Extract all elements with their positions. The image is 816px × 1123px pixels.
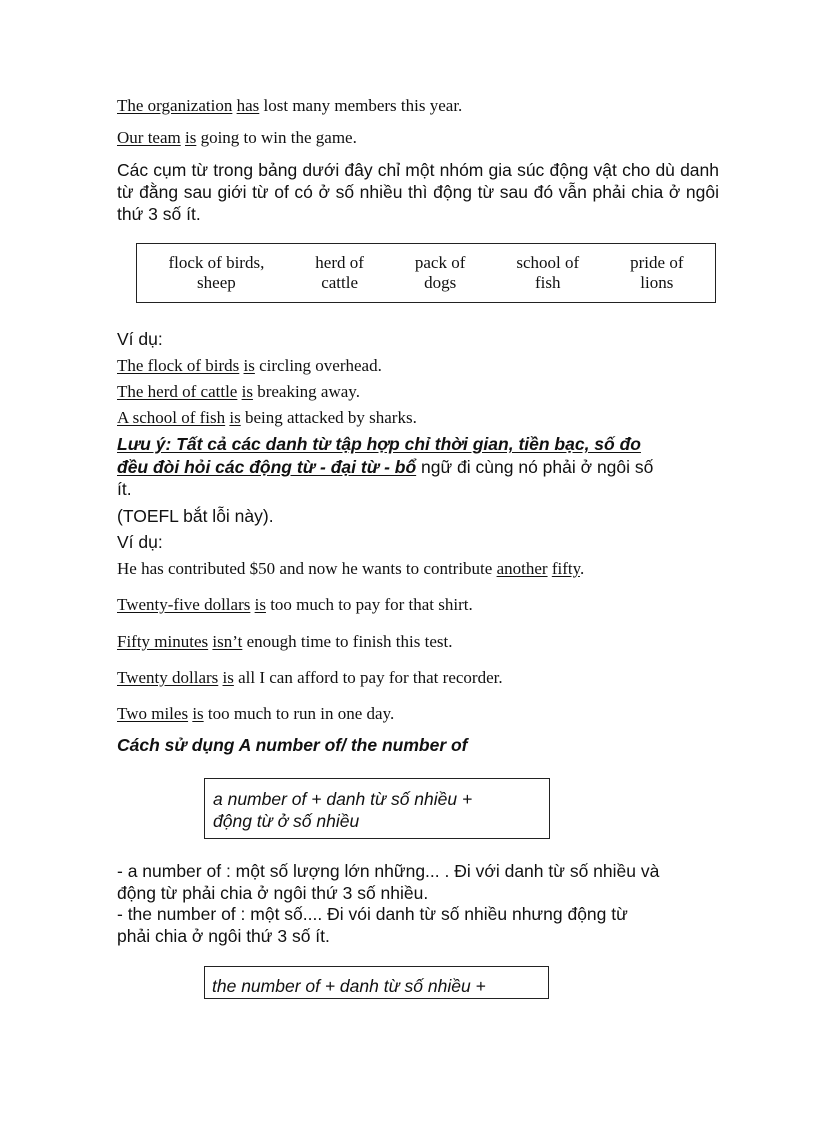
verb: is [243, 356, 255, 375]
table-cell: school of fish [516, 253, 580, 292]
subject: Twenty dollars [117, 668, 219, 687]
subject: Two miles [117, 704, 189, 723]
formula-box-1 [204, 778, 550, 839]
note-line-2 [117, 457, 653, 478]
money-example-1 [117, 595, 473, 615]
sentence-text: He has contributed $50 and now he wants to contribute [117, 559, 497, 578]
subject: Fifty minutes [117, 632, 209, 651]
sentence-rest: enough time to finish this test. [242, 632, 453, 651]
example-label: Ví dụ: [117, 329, 163, 349]
sentence-rest: too much to pay for that shirt. [265, 595, 473, 614]
note-text: ngữ đi cùng nó phải ở ngôi số [416, 457, 654, 477]
formula-line: động từ ở số nhiều [213, 811, 360, 831]
intro-example-1 [117, 96, 462, 116]
group-example-1 [117, 356, 382, 376]
group-paragraph: Các cụm từ trong bảng dưới đây chỉ một nhóm gia súc động vật cho dù danh từ đằng sau giới từ of có ở số nhiều thì động từ sau đó vẫn phải chia ở ngôi thứ 3 số ít. [117, 160, 719, 224]
subject: The organization [117, 96, 233, 115]
section-heading: Cách sử dụng A number of/ the number of [117, 735, 468, 755]
verb: is [192, 704, 204, 723]
subject: The herd of cattle [117, 382, 238, 401]
note-line-3: ít. [117, 479, 132, 499]
verb: is [241, 382, 253, 401]
group-table [136, 243, 716, 303]
table-cell: flock of birds, sheep [168, 253, 265, 292]
money-example-first [117, 559, 584, 579]
table-cell: pack of dogs [414, 253, 466, 292]
table-cell: herd of cattle [315, 253, 364, 292]
sentence-rest: breaking away. [252, 382, 360, 401]
sentence-rest: going to win the game. [196, 128, 357, 147]
subject: A school of fish [117, 408, 226, 427]
formula-line: a number of + danh từ số nhiều + [213, 789, 473, 809]
group-example-2 [117, 382, 360, 402]
money-example-2 [117, 632, 452, 652]
note-bold: Lưu ý: Tất cả các danh từ tập hợp chỉ thời gian, tiền bạc, số đo [117, 434, 641, 454]
group-example-3 [117, 408, 417, 428]
sentence-rest: too much to run in one day. [203, 704, 395, 723]
verb: is [184, 128, 197, 147]
note-line-1 [117, 434, 641, 455]
note-line-4: (TOEFL bắt lỗi này). [117, 506, 274, 526]
subject: Our team [117, 128, 181, 147]
subject: Twenty-five dollars [117, 595, 251, 614]
explain-line-3: - the number of : một số.... Đi vói danh từ số nhiều nhưng động từ [117, 904, 628, 924]
formula-box-2 [204, 966, 549, 999]
sentence-text: . [579, 559, 585, 578]
underlined-word: fifty [551, 559, 580, 578]
explain-line-1: - a number of : một số lượng lớn những... . Đi với danh từ số nhiều và [117, 861, 660, 881]
sentence-rest: circling overhead. [254, 356, 382, 375]
explain-line-4: phải chia ở ngôi thứ 3 số ít. [117, 926, 330, 946]
verb: is [229, 408, 241, 427]
sentence-rest: lost many members this year. [259, 96, 463, 115]
money-example-4 [117, 704, 394, 724]
explain-line-2: động từ phải chia ở ngôi thứ 3 số nhiều. [117, 883, 429, 903]
example-label: Ví dụ: [117, 532, 163, 552]
note-bold: đều đòi hỏi các động từ - đại từ - bổ [117, 457, 417, 477]
money-example-3 [117, 668, 503, 688]
subject: The flock of birds [117, 356, 240, 375]
sentence-rest: being attacked by sharks. [240, 408, 417, 427]
formula-line: the number of + danh từ số nhiều + [212, 976, 486, 996]
underlined-word: another [496, 559, 548, 578]
verb: isn’t [212, 632, 243, 651]
intro-example-2 [117, 128, 357, 148]
table-cell: pride of lions [630, 253, 684, 292]
verb: is [254, 595, 266, 614]
verb: is [222, 668, 234, 687]
sentence-rest: all I can afford to pay for that recorder. [233, 668, 503, 687]
verb: has [236, 96, 260, 115]
